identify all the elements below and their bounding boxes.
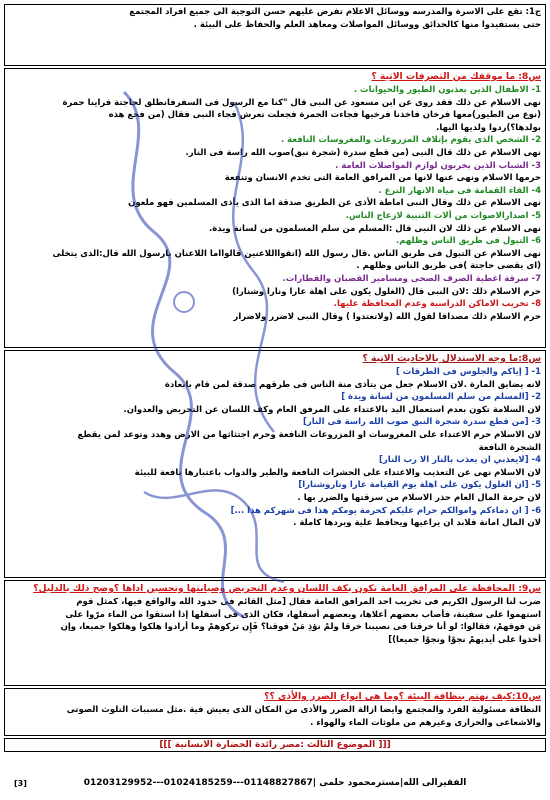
text-line: (اى يقضى حاجتة )فى طريق الناس وظلهم . <box>356 261 541 272</box>
text-line: مَن فوقهمْ، فقالوا: لو أنا خرقنا فى نصيبنا خرقا ولمْ نؤذِ مَنْ فوقنا؟ فَإِن تركوهمْ وما أرادوا هلكوا وهلكوا جميعا، وإن <box>60 622 541 633</box>
text-line: 6- [ ان دماءكم واموالكم حرام عليكم كحرمة يومكم هذا فى شهركم هذا ...] <box>230 505 541 516</box>
text-line: 1- الاطفال الذين يعذبون الطيور والحيوانات . <box>353 85 541 95</box>
text-line: 8- تخريب الاماكن الدراسية وعدم المحافظة عليها. <box>333 299 541 310</box>
text-line: والاشعاعى والحرارى وغيرهم من ملوثات الماء والهواء . <box>310 717 541 728</box>
text-line: نهى الاسلام عن ذلك قال النبى (من قطع سدرة (شجرة نبق)صوب الله راسة فى النار. <box>185 147 541 158</box>
text-line: (نوع من الطيور)معها فرخان فاخذنا فرخيها فجاءت الحمرة فجعلت تعرش فجاء النبى فقال (من فجع هذه <box>108 110 541 121</box>
worksheet-page <box>4 2 546 792</box>
text-line: حرمها الاسلام ونهى عنها لانها من المرافق العامة التى تخدم الانسان وتنفعة <box>224 173 541 184</box>
text-line: 2- الشخص الذى يقوم بإتلاف المزروعات والمغروسات النافعة . <box>280 135 541 146</box>
text-line: لان السلامة تكون بعدم استعمال اليد بالاعتداء على المرفق العام وكف اللسان عن التحريض والعدوان. <box>123 404 541 415</box>
s10-lines <box>9 704 541 729</box>
page-number: [3] <box>14 779 27 788</box>
text-line: بولدها؟)ردوا ولديها اليها. <box>436 122 541 133</box>
text-line: لان حرمة المال العام حذر الاسلام من سرقتها والضرر بها . <box>297 492 541 503</box>
intro-line-1: ج1: تقع على الاسرة والمدرسه ووسائل الاعلام تفرض عليهم حسن التوجية الى جميع افراد المجتمع <box>129 7 541 17</box>
text-line: 4- [لايعذبي ان يعذب بالنار الا رب النار] <box>378 455 541 466</box>
text-line: نهى الاسلام عن ذلك لان النبى قال :المسلم من سلم المسلمون من لسانة ويدة. <box>209 223 541 234</box>
text-line: لان الاسلام نهى عن التعذيب والاعتداء على الحشرات النافعة والطير والدواب باعتبارها نافعة للبيئة <box>134 467 541 478</box>
s8b-section <box>4 350 546 578</box>
text-line: لانه يضايق المارة .لان الاسلام جعل من يتأذى منة الناس فى طرقهم صدقة لمن قام بابعادة <box>164 379 541 390</box>
text-line: 2- [المسلم من سلم المسلمون من لسانة ويدة ] <box>341 392 541 403</box>
s9-section <box>4 580 546 686</box>
text-line: 4- القاء القمامة فى مياه الانهار الترع . <box>378 185 541 196</box>
text-line: 5- اصدارالاصوات من ألات التنبية لازعاج الناس. <box>345 210 541 221</box>
intro-line-2: حتى يستفيدوا منها كالحدائق ووسائل المواصلات ومعاهد العلم والحفاظ على البيئة . <box>193 19 541 30</box>
s9-lines <box>9 596 541 646</box>
unit-title: [[[ الموضوع الثالث :مصر رائدة الحضارة الانسانية ]]] <box>4 738 546 752</box>
s8-lines <box>9 84 541 323</box>
intro-box <box>4 4 546 66</box>
page-footer <box>14 778 536 788</box>
footer-credit: الفقيرالى الله|مسترمحمود حلمى |01148827867---01024185259---01203129952 <box>83 778 467 788</box>
text-line: أخذوا على أيديهمْ نجوْا ونجوْا جميعا)] <box>388 634 541 645</box>
text-line: ضرب لنا الرسول الكريم فى تخريب احد المرافق العامة فقال [مثل القائم فى حدود الله والواقع فيها، كمثل قوم <box>76 597 541 607</box>
s8b-lines <box>9 366 541 530</box>
s8-heading: س8: ما موقفك من التصرفات الاتية ؟ <box>371 71 541 82</box>
text-line: نهى الاسلام عن التبول فى طريق الناس .قال رسول الله (اتقوااللاعنين قالوااما اللاعنان يارسول الله قال:الذى يتخلى <box>52 248 541 259</box>
text-line: النظافة مسئولية الفرد والمجتمع وايضا ازالة الضرر والأذى من المكان الذى يعيش فية .مثل مسببات التلوث الصوتى <box>66 705 541 715</box>
text-line: 6- التبول فى طريق الناس وظلهم. <box>395 236 541 247</box>
text-line: لان الاسلام حرم الاعتداء على المغروسات او المزروعات النافعة وحرم اجتثاثها من الارض وهدد وتوعد لمن يقطع <box>77 429 541 440</box>
text-line: نهى الاسلام عن ذلك وقال النبى اماطة الأذى عن الطريق صدقة اما الذى يأذى المسلمين فهو ملعون <box>128 198 541 209</box>
text-line: 7- سرقة اغطية الصرف الصحى ومسامير القضبان والقطارات. <box>282 273 541 284</box>
text-line: 3- [من قطع سدرة شجرة النبق صوب الله راسة فى النار] <box>302 417 541 428</box>
s9-heading: س9: المحافظة على المرافق العامة تكون بكف اللسان وعدم التحريض وصيانتها وتحسين اداها ؟وضح ذلك بالدليل؟ <box>33 583 541 594</box>
s8b-heading: س8:ما وجه الاستدلال بالاحاديث الاتية ؟ <box>362 353 541 364</box>
text-line: لان المال امانة فلابد ان يراعيها ويحافظ علية ويردها كاملة . <box>293 518 541 529</box>
text-line: 5- [ان الغلول يكون على اهلة يوم القيامة عارا وناروشنارا] <box>298 480 541 491</box>
text-line: حرم الاسلام ذلك :لان النبى قال (الغلول يكون على اهلة عارا ونارا وشنارا) <box>232 286 541 297</box>
s10-section <box>4 688 546 736</box>
text-line: استهموا على سفينة، فأصاب بعضهم أعلاها، وبعضهم أسفلها، فكان الذى فى أسفلها إذا استقوا من الماء مرّوا على <box>65 609 541 620</box>
text-line: 3- الشباب الذين يخربون لوازم المواصلات العامة . <box>335 160 541 171</box>
text-line: الشجرة النافعة <box>478 442 541 453</box>
s10-heading: س10:كيف نهتم بنظافة البيئة ؟وما هى انواع الضرر والأذى ؟؟ <box>264 691 541 702</box>
text-line: 1- [ إياكم والجلوس فى الطرقات ] <box>395 367 541 377</box>
text-line: نهى الاسلام عن ذلك فقد روى عن ابن مسعود عن النبى قال "كنا مع الرسول فى السفرفانطلق لحاجتة فراينا حمرة <box>62 97 541 108</box>
s8-section <box>4 68 546 348</box>
text-line: حرم الاسلام ذلك مصداقا لقول الله (ولاتعتدوا ) وقال النبى لاضرر ولاضرار <box>233 311 541 322</box>
